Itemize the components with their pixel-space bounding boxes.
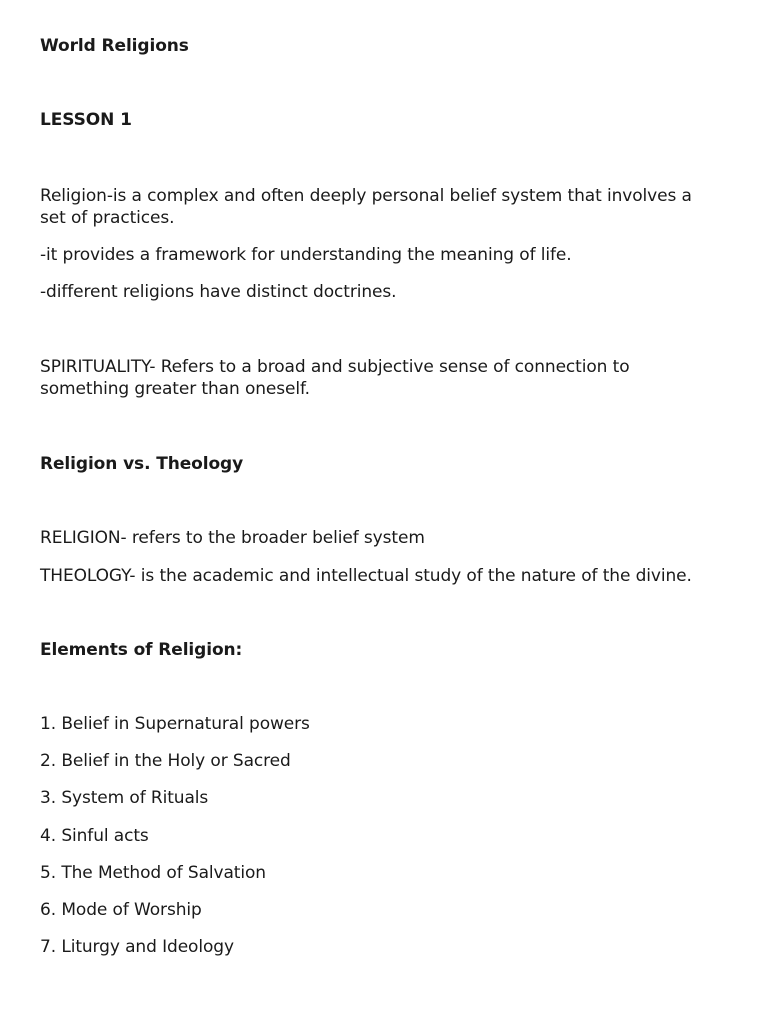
religion-point-framework: -it provides a framework for understanding the meaning of life. [40, 245, 572, 265]
religion-definition: Religion-is a complex and often deeply personal belief system that involves a set of practices. [40, 186, 692, 228]
elements-heading: Elements of Religion: [40, 640, 243, 660]
lesson-heading: LESSON 1 [40, 110, 132, 130]
religion-point-doctrines: -different religions have distinct doctrines. [40, 282, 397, 302]
comparison-heading: Religion vs. Theology [40, 454, 244, 474]
theology-vs-definition: THEOLOGY- is the academic and intellectual study of the nature of the divine. [40, 566, 692, 586]
spirituality-definition: SPIRITUALITY- Refers to a broad and subjective sense of connection to something greater than oneself. [40, 357, 630, 399]
list-item: 4. Sinful acts [40, 826, 149, 846]
religion-vs-definition: RELIGION- refers to the broader belief system [40, 528, 425, 548]
list-item: 2. Belief in the Holy or Sacred [40, 751, 291, 771]
list-item: 6. Mode of Worship [40, 900, 202, 920]
list-item: 1. Belief in Supernatural powers [40, 714, 310, 734]
list-item: 3. System of Rituals [40, 788, 209, 808]
list-item: 7. Liturgy and Ideology [40, 937, 234, 957]
document-title: World Religions [40, 36, 189, 56]
list-item: 5. The Method of Salvation [40, 863, 266, 883]
